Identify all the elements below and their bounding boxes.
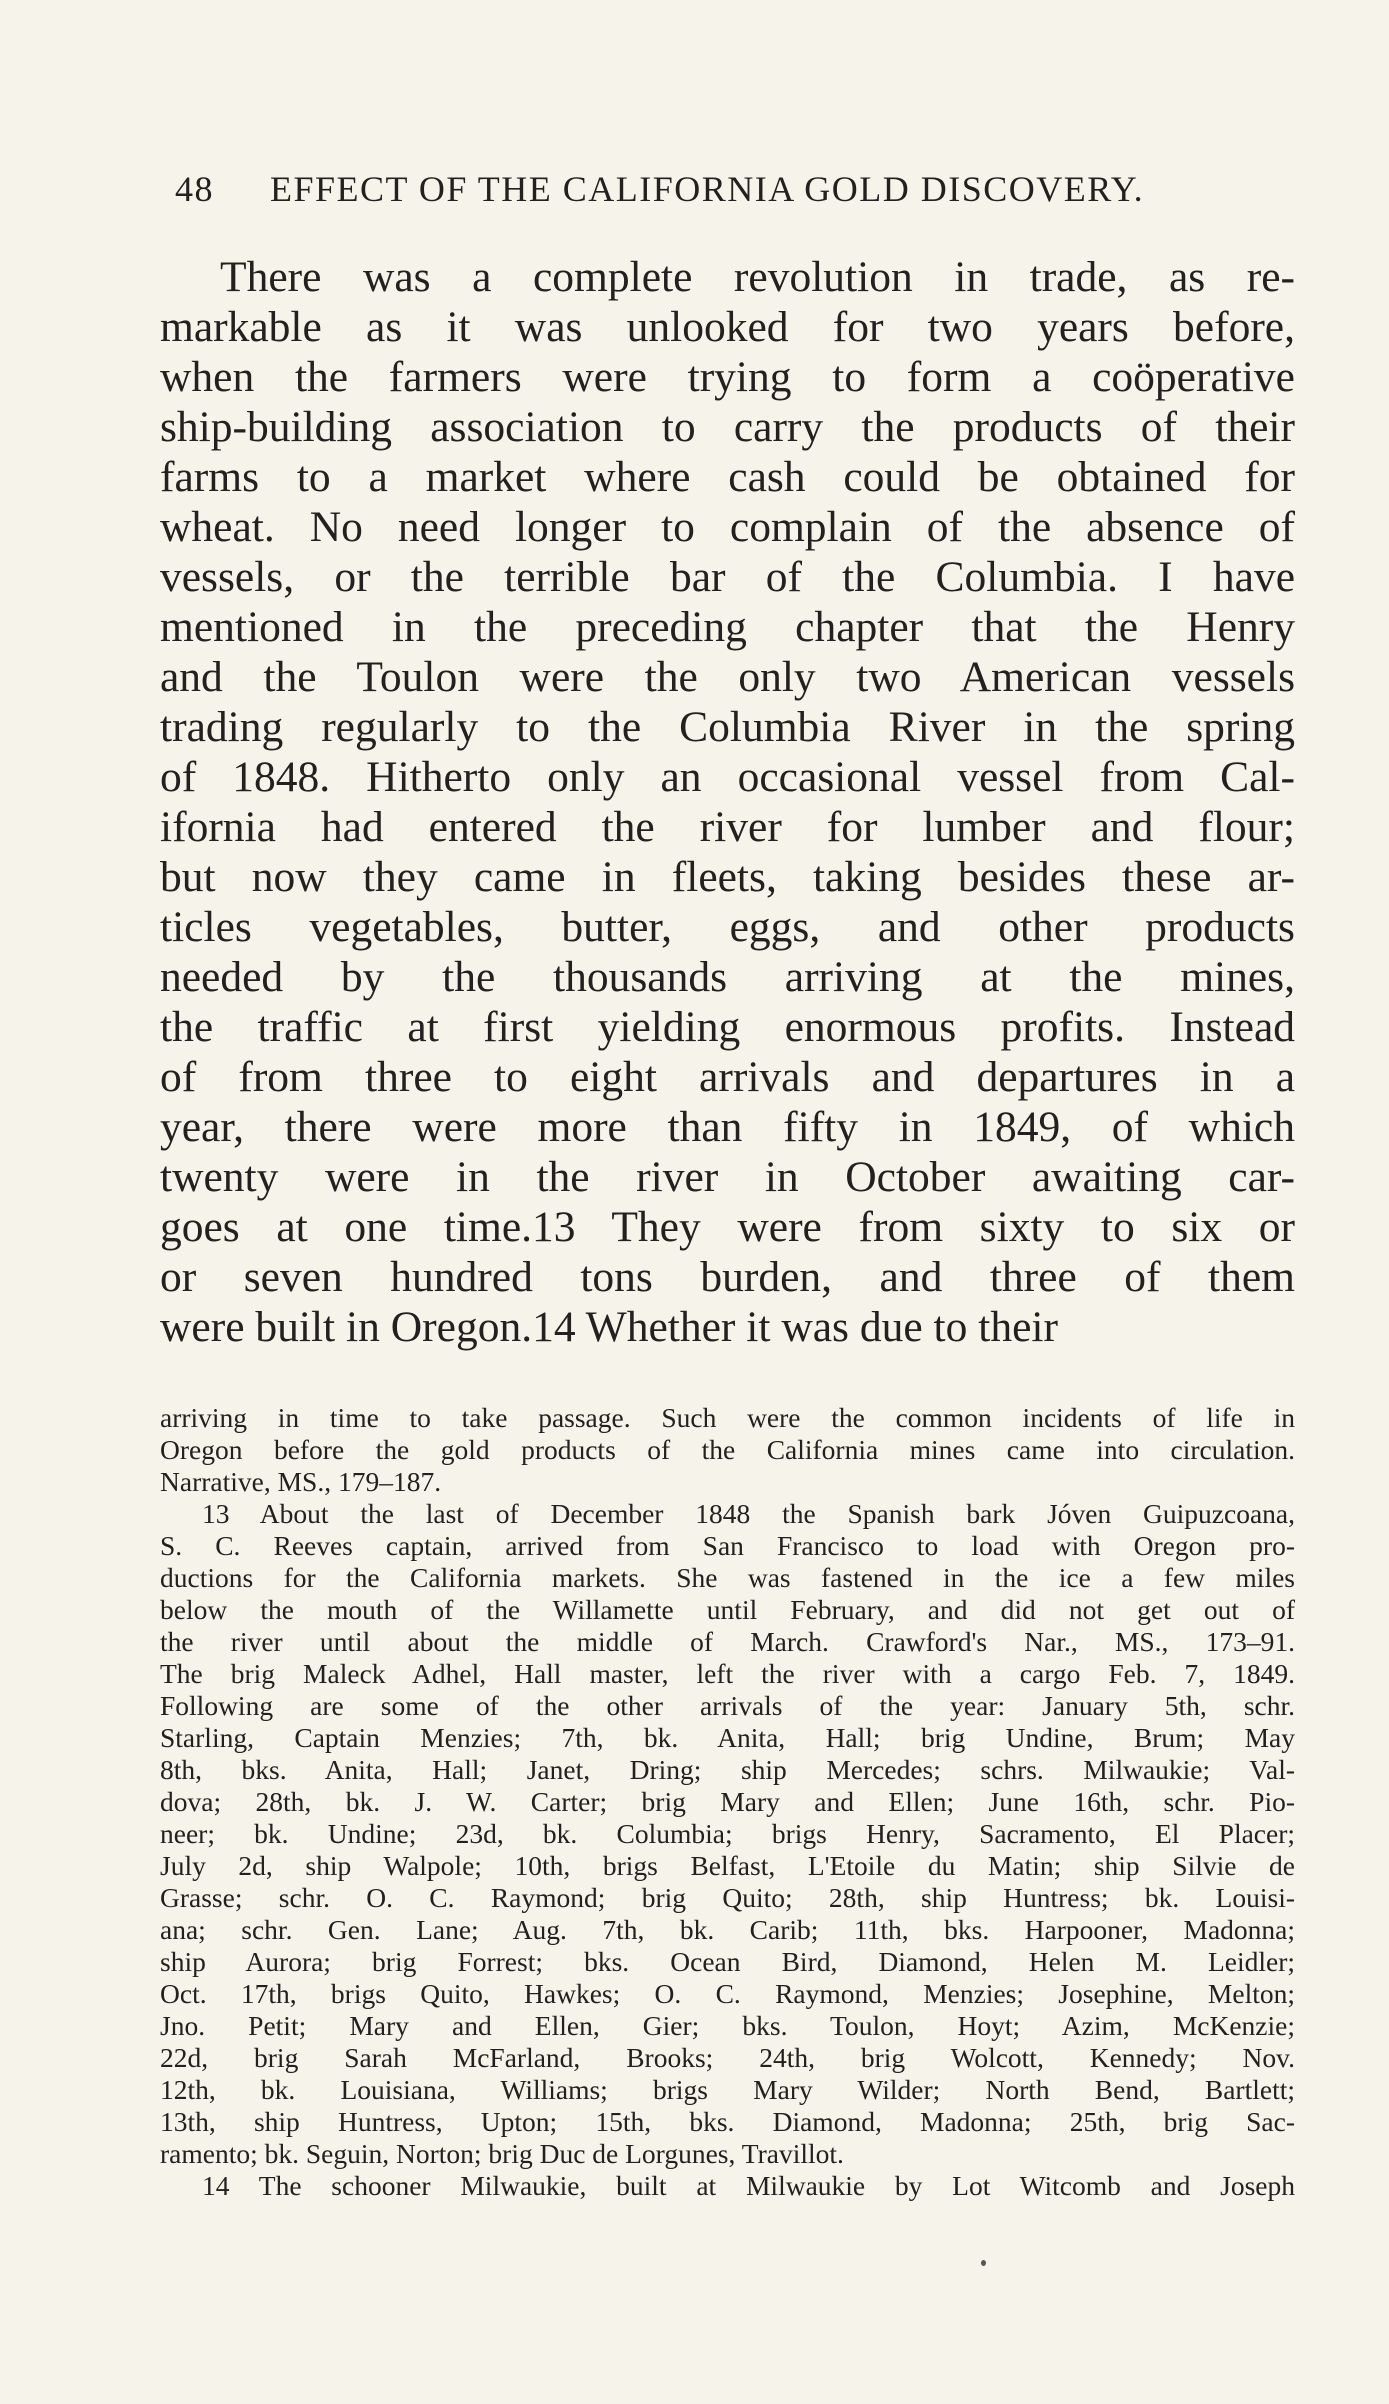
footnote-line: 13th, ship Huntress, Upton; 15th, bks. Diamond, Madonna; 25th, brig Sac-	[160, 2106, 1295, 2137]
body-line: were built in Oregon.14 Whether it was due to their	[160, 1303, 1058, 1351]
footnote-line: neer; bk. Undine; 23d, bk. Columbia; brigs Henry, Sacramento, El Placer;	[160, 1818, 1295, 1849]
body-line: mentioned in the preceding chapter that the Henry	[160, 603, 1295, 651]
footnote-line: 12th, bk. Louisiana, Williams; brigs Mary Wilder; North Bend, Bartlett;	[160, 2074, 1295, 2105]
body-line: or seven hundred tons burden, and three of them	[160, 1253, 1295, 1301]
footnote-line: Grasse; schr. O. C. Raymond; brig Quito; 28th, ship Huntress; bk. Louisi-	[160, 1882, 1295, 1913]
footnote-14-start: 14 The schooner Milwaukie, built at Milwaukie by Lot Witcomb and Joseph	[202, 2170, 1295, 2201]
body-line: but now they came in fleets, taking besides these ar-	[160, 853, 1295, 901]
footnote-line: 22d, brig Sarah McFarland, Brooks; 24th, brig Wolcott, Kennedy; Nov.	[160, 2042, 1295, 2073]
footnote-line: dova; 28th, bk. J. W. Carter; brig Mary and Ellen; June 16th, schr. Pio-	[160, 1786, 1295, 1817]
body-line: farms to a market where cash could be obtained for	[160, 453, 1295, 501]
ink-speck	[981, 2260, 986, 2266]
body-text	[160, 252, 1295, 1352]
footnote-line: Following are some of the other arrivals of the year: January 5th, schr.	[160, 1690, 1295, 1721]
footnote-line: July 2d, ship Walpole; 10th, brigs Belfast, L'Etoile du Matin; ship Silvie de	[160, 1850, 1295, 1881]
body-line: ticles vegetables, butter, eggs, and other products	[160, 903, 1295, 951]
footnotes	[160, 1402, 1295, 2202]
footnote-line: S. C. Reeves captain, arrived from San Francisco to load with Oregon pro-	[160, 1530, 1295, 1561]
body-line: needed by the thousands arriving at the mines,	[160, 953, 1295, 1001]
page-number: 48	[175, 169, 214, 209]
footnote-13-start: 13 About the last of December 1848 the Spanish bark Jóven Guipuzcoana,	[202, 1498, 1295, 1529]
body-line: trading regularly to the Columbia River in the spring	[160, 703, 1295, 751]
body-line: when the farmers were trying to form a coöperative	[160, 353, 1295, 401]
body-line: markable as it was unlooked for two years before,	[160, 303, 1295, 351]
body-line: the traffic at first yielding enormous profits. Instead	[160, 1003, 1295, 1051]
footnote-line: ramento; bk. Seguin, Norton; brig Duc de Lorgunes, Travillot.	[160, 2138, 844, 2169]
body-line: goes at one time.13 They were from sixty to six or	[160, 1203, 1295, 1251]
footnote-line: below the mouth of the Willamette until February, and did not get out of	[160, 1594, 1295, 1625]
footnote-line: The brig Maleck Adhel, Hall master, left the river with a cargo Feb. 7, 1849.	[160, 1658, 1295, 1689]
body-line: and the Toulon were the only two American vessels	[160, 653, 1295, 701]
body-line: wheat. No need longer to complain of the absence of	[160, 503, 1295, 551]
footnote-line: Oct. 17th, brigs Quito, Hawkes; O. C. Raymond, Menzies; Josephine, Melton;	[160, 1978, 1295, 2009]
footnote-line: ana; schr. Gen. Lane; Aug. 7th, bk. Carib; 11th, bks. Harpooner, Madonna;	[160, 1914, 1295, 1945]
body-line: of from three to eight arrivals and departures in a	[160, 1053, 1295, 1101]
body-line: There was a complete revolution in trade, as re-	[220, 253, 1295, 301]
footnote-line: Jno. Petit; Mary and Ellen, Gier; bks. Toulon, Hoyt; Azim, McKenzie;	[160, 2010, 1295, 2041]
footnote-line: the river until about the middle of March. Crawford's Nar., MS., 173–91.	[160, 1626, 1295, 1657]
running-head	[175, 160, 1285, 220]
footnote-line: 8th, bks. Anita, Hall; Janet, Dring; ship Mercedes; schrs. Milwaukie; Val-	[160, 1754, 1295, 1785]
footnote-line: Narrative, MS., 179–187.	[160, 1466, 442, 1497]
body-line: vessels, or the terrible bar of the Columbia. I have	[160, 553, 1295, 601]
footnote-line: ship Aurora; brig Forrest; bks. Ocean Bird, Diamond, Helen M. Leidler;	[160, 1946, 1295, 1977]
body-line: year, there were more than fifty in 1849, of which	[160, 1103, 1295, 1151]
footnote-line: Starling, Captain Menzies; 7th, bk. Anita, Hall; brig Undine, Brum; May	[160, 1722, 1295, 1753]
body-line: ship-building association to carry the products of their	[160, 403, 1295, 451]
body-line: ifornia had entered the river for lumber and flour;	[160, 803, 1295, 851]
body-line: of 1848. Hitherto only an occasional vessel from Cal-	[160, 753, 1295, 801]
footnote-line: arriving in time to take passage. Such were the common incidents of life in	[160, 1402, 1295, 1433]
body-line: twenty were in the river in October awaiting car-	[160, 1153, 1295, 1201]
running-title: EFFECT OF THE CALIFORNIA GOLD DISCOVERY.	[270, 169, 1145, 209]
footnote-line: Oregon before the gold products of the California mines came into circulation.	[160, 1434, 1295, 1465]
footnote-line: ductions for the California markets. She was fastened in the ice a few miles	[160, 1562, 1295, 1593]
